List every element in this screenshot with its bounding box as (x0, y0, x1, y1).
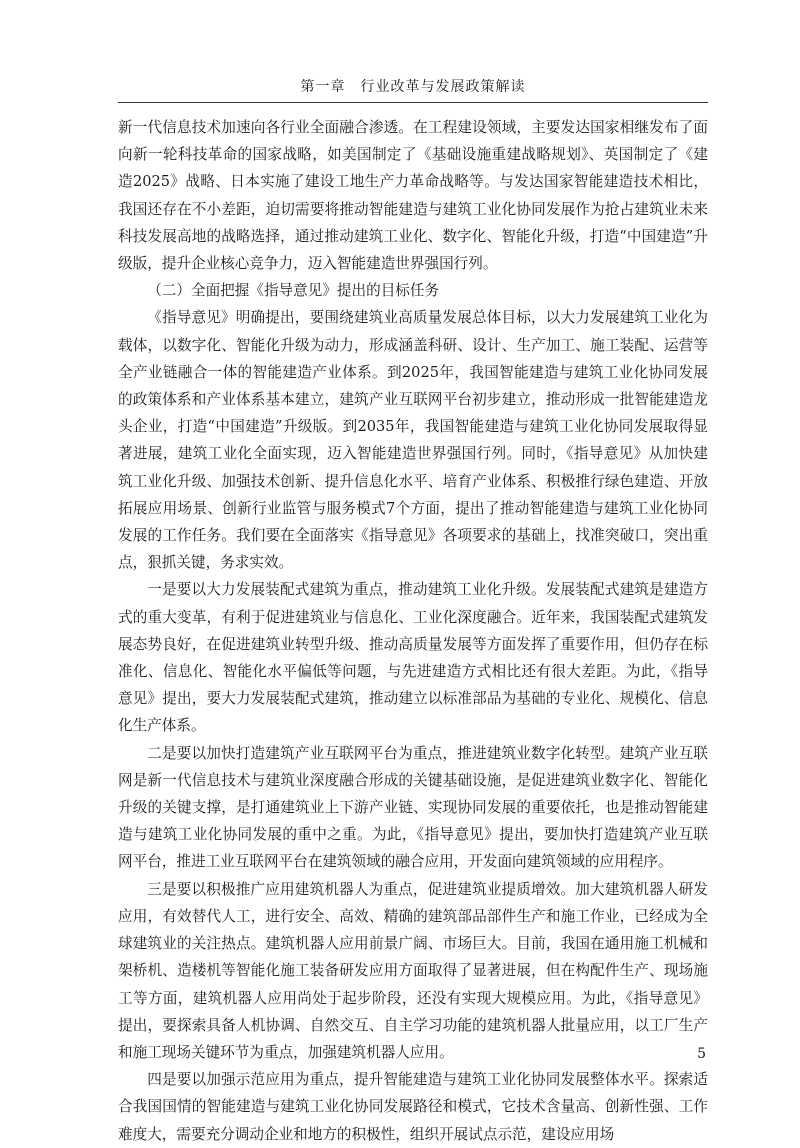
paragraph-guidance-goals: 《指导意见》明确提出，要围绕建筑业高质量发展总体目标，以大力发展建筑工业化为载体，以数字化、智能化升级为动力，形成涵盖科研、设计、生产加工、施工装配、运营等全产业链融合一体的智能建造产业体系。到2025年，我国智能建造与建筑工业化协同发展的政策体系和产业体系基本建立，建筑产业互联网平台初步建立，推动形成一批智能建造龙头企业，打造“中国建造”升级版。到2035年，我国智能建造与建筑工业化协同发展取得显著进展，建筑工业化全面实现，迈入智能建造世界强国行列。同时，《指导意见》从加快建筑工业化升级、加强技术创新、提升信息化水平、培育产业体系、积极推行绿色建造、开放拓展应用场景、创新行业监管与服务模式7个方面，提出了推动智能建造与建筑工业化协同发展的工作任务。我们要在全面落实《指导意见》各项要求的基础上，找准突破口，突出重点，狠抓关键，务求实效。 (118, 309, 708, 572)
paragraph-continued: 新一代信息技术加速向各行业全面融合渗透。在工程建设领域，主要发达国家相继发布了面向新一轮科技革命的国家战略，如美国制定了《基础设施重建战略规划》、英国制定了《建造2025》战略、日本实施了建设工地生产力革命战略等。与发达国家智能建造技术相比，我国还存在不小差距，迫切需要将推动智能建造与建筑工业化协同发展作为抢占建筑业未来科技发展高地的战略选择，通过推动建筑工业化、数字化、智能化升级，打造“中国建造”升级版，提升企业核心竞争力，迈入智能建造世界强国行列。 (118, 119, 708, 273)
section-heading: （二）全面把握《指导意见》提出的目标任务 (147, 282, 440, 300)
paragraph-point-one: 一是要以大力发展装配式建筑为重点，推动建筑工业化升级。发展装配式建筑是建造方式的重大变革，有利于促进建筑业与信息化、工业化深度融合。近年来，我国装配式建筑发展态势良好，在促进建筑业转型升级、推动高质量发展等方面发挥了重要作用，但仍存在标准化、信息化、智能化水平偏低等问题，与先进建造方式相比还有很大差距。为此，《指导意见》提出，要大力发展装配式建筑，推动建立以标准部品为基础的专业化、规模化、信息化生产体系。 (118, 581, 708, 735)
paragraph-point-four: 四是要以加强示范应用为重点，提升智能建造与建筑工业化协同发展整体水平。探索适合我国国情的智能建造与建筑工业化协同发展路径和模式，它技术含量高、创新性强、工作难度大，需要充分调动企业和地方的积极性，组织开展试点示范，建设应用场 (118, 1071, 708, 1143)
page-number: 5 (697, 1046, 706, 1062)
page-content (118, 114, 708, 1148)
paragraph-point-two: 二是要以加快打造建筑产业互联网平台为重点，推进建筑业数字化转型。建筑产业互联网是新一代信息技术与建筑业深度融合形成的关键基础设施，是促进建筑业数字化、智能化升级的关键支撑，是打通建筑业上下游产业链、实现协同发展的重要依托，也是推动智能建造与建筑工业化协同发展的重中之重。为此，《指导意见》提出，要加快打造建筑产业互联网平台，推进工业互联网平台在建筑领域的融合应用，开发面向建筑领域的应用程序。 (118, 744, 708, 871)
paragraph-point-three: 三是要以积极推广应用建筑机器人为重点，促进建筑业提质增效。加大建筑机器人研发应用，有效替代人工，进行安全、高效、精确的建筑部品部件生产和施工作业，已经成为全球建筑业的关注热点。建筑机器人应用前景广阔、市场巨大。目前，我国在通用施工机械和架桥机、造楼机等智能化施工装备研发应用方面取得了显著进展，但在构配件生产、现场施工等方面，建筑机器人应用尚处于起步阶段，还没有实现大规模应用。为此，《指导意见》提出，要探索具备人机协调、自然交互、自主学习功能的建筑机器人批量应用，以工厂生产和施工现场关键环节为重点，加强建筑机器人应用。 (118, 880, 708, 1061)
running-header: 第一章 行业改革与发展政策解读 (118, 76, 708, 103)
